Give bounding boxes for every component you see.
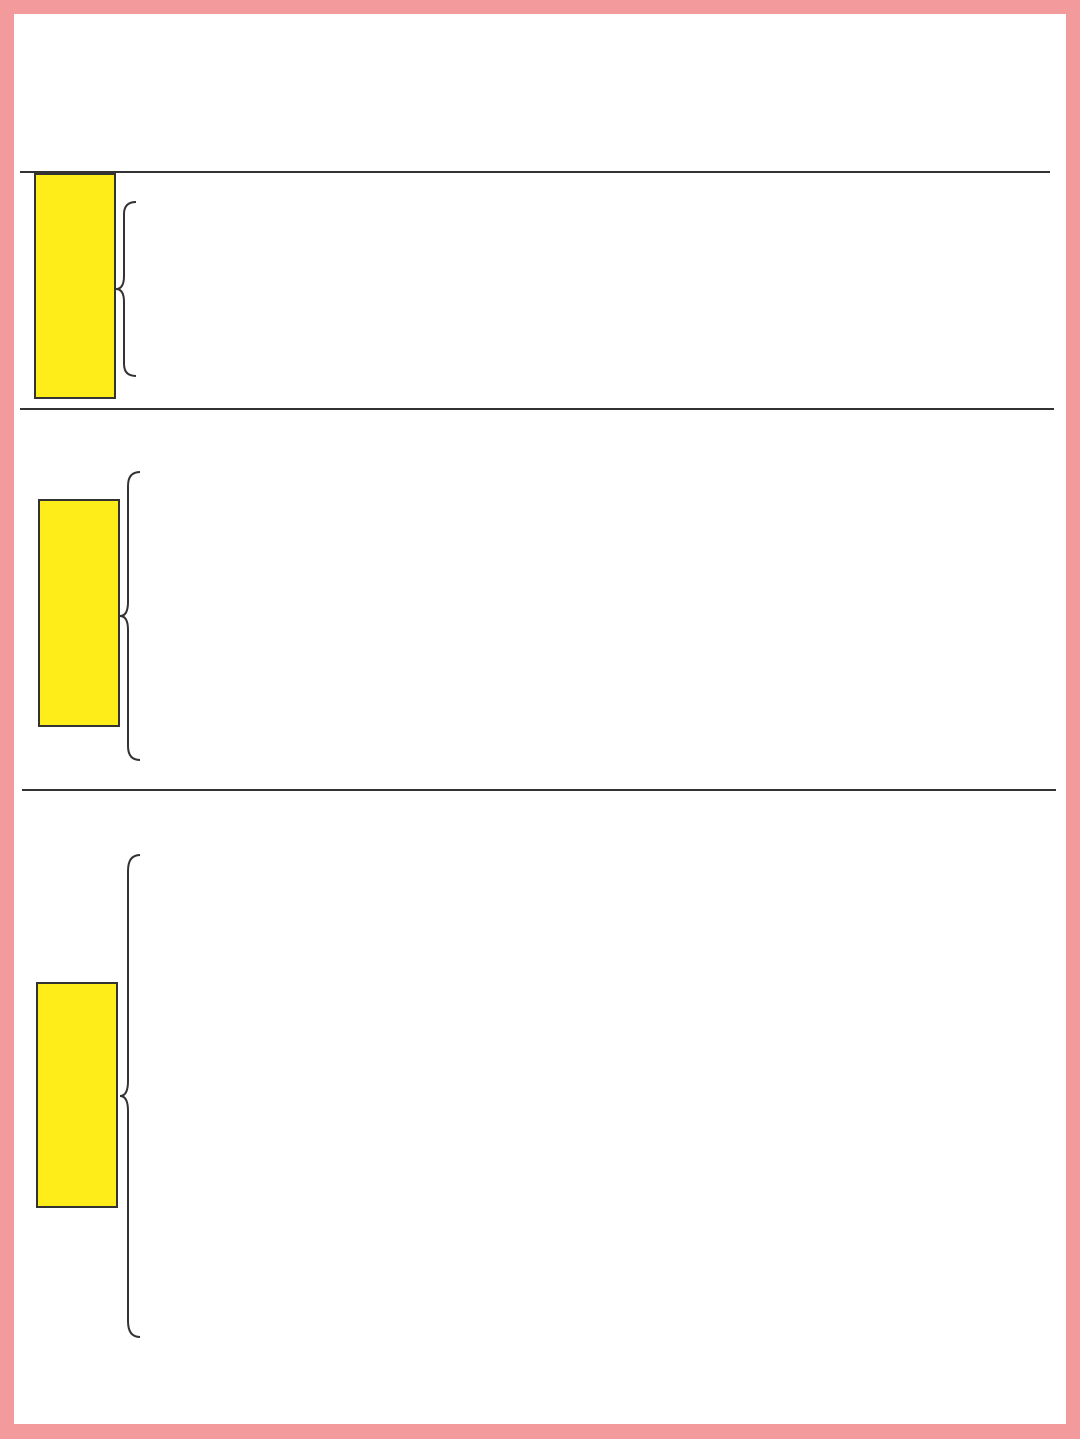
divider-3 bbox=[22, 789, 1056, 791]
divider-1 bbox=[20, 171, 1050, 173]
passive-brace bbox=[118, 470, 144, 762]
past-perfect-brace bbox=[114, 200, 142, 378]
contractions-brace bbox=[118, 853, 144, 1339]
page-sheet bbox=[14, 14, 1066, 1424]
passive-voice-label bbox=[38, 499, 120, 727]
past-perfect-label bbox=[34, 173, 116, 399]
contractions-label bbox=[36, 982, 118, 1208]
divider-2 bbox=[20, 408, 1054, 410]
